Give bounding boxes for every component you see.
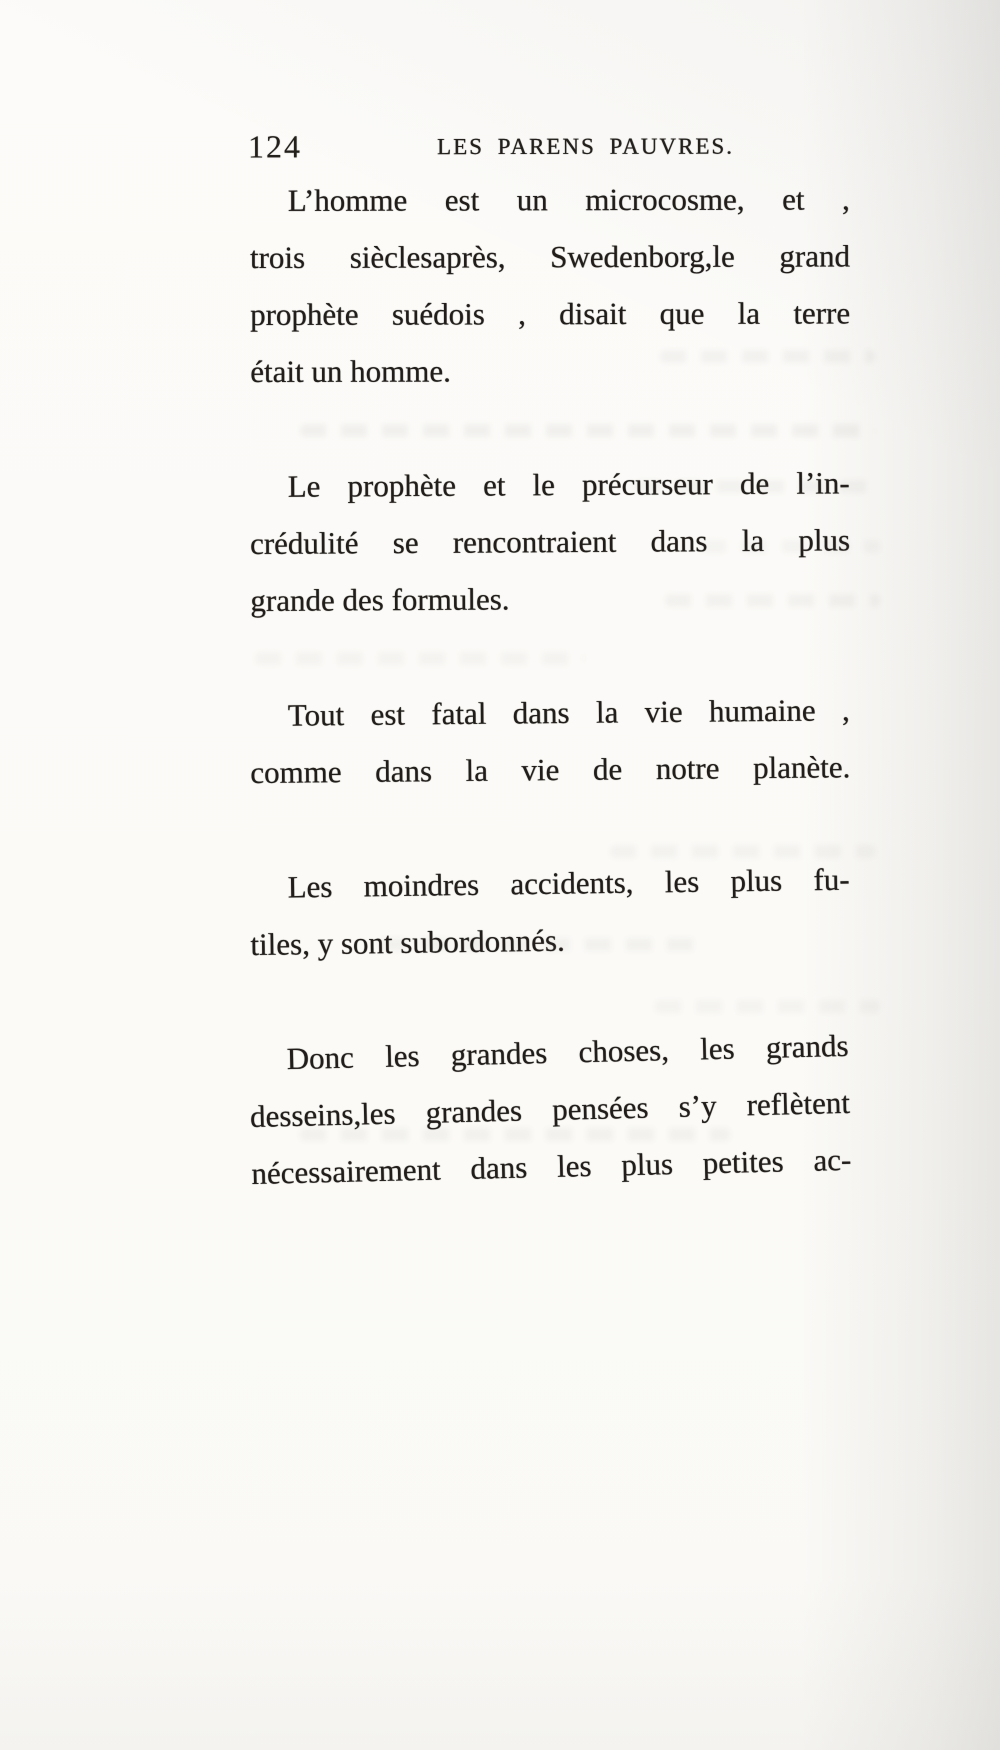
text-line: grande des formules. bbox=[250, 581, 510, 618]
showthrough-mark bbox=[660, 350, 875, 363]
paragraph-4 bbox=[249, 851, 851, 973]
text-line: comme dans la vie de notre planète. bbox=[250, 749, 851, 790]
page-number: 124 bbox=[247, 128, 303, 165]
showthrough-mark bbox=[380, 938, 700, 951]
showthrough-mark bbox=[700, 540, 880, 553]
text-line: trois sièclesaprès, Swedenborg,le grand bbox=[249, 238, 850, 276]
text-line: tiles, y sont subordonnés. bbox=[250, 922, 565, 962]
text-line: desseins,les grandes pensées s’y reflètent bbox=[249, 1084, 851, 1134]
showthrough-mark bbox=[665, 594, 880, 607]
paragraph-3 bbox=[249, 681, 850, 801]
showthrough-mark bbox=[300, 1128, 730, 1141]
text-line: était un homme. bbox=[250, 353, 451, 389]
text-line: Le prophète et le précurseur de l’in- bbox=[287, 465, 850, 504]
running-title: LES PARENS PAUVRES. bbox=[436, 133, 734, 160]
text-line: nécessairement dans les plus petites ac- bbox=[250, 1141, 852, 1191]
text-line: Les moindres accidents, les plus fu- bbox=[287, 861, 850, 905]
showthrough-mark bbox=[255, 652, 585, 665]
text-line: Tout est fatal dans la vie humaine , bbox=[287, 692, 850, 733]
text-line: Donc les grandes choses, les grands bbox=[286, 1027, 849, 1077]
page-text bbox=[250, 172, 850, 1202]
text-line: L’homme est un microcosme, et , bbox=[287, 181, 850, 218]
showthrough-mark bbox=[655, 1000, 880, 1013]
paragraph-1 bbox=[250, 170, 851, 400]
text-line: prophète suédois , disait que la terre bbox=[250, 295, 851, 332]
text-line: crédulité se rencontraient dans la plus bbox=[249, 522, 851, 561]
showthrough-mark bbox=[300, 424, 875, 437]
showthrough-mark bbox=[610, 845, 875, 858]
running-head bbox=[0, 125, 1000, 167]
paragraph-5 bbox=[248, 1017, 852, 1202]
showthrough-mark bbox=[635, 480, 880, 493]
